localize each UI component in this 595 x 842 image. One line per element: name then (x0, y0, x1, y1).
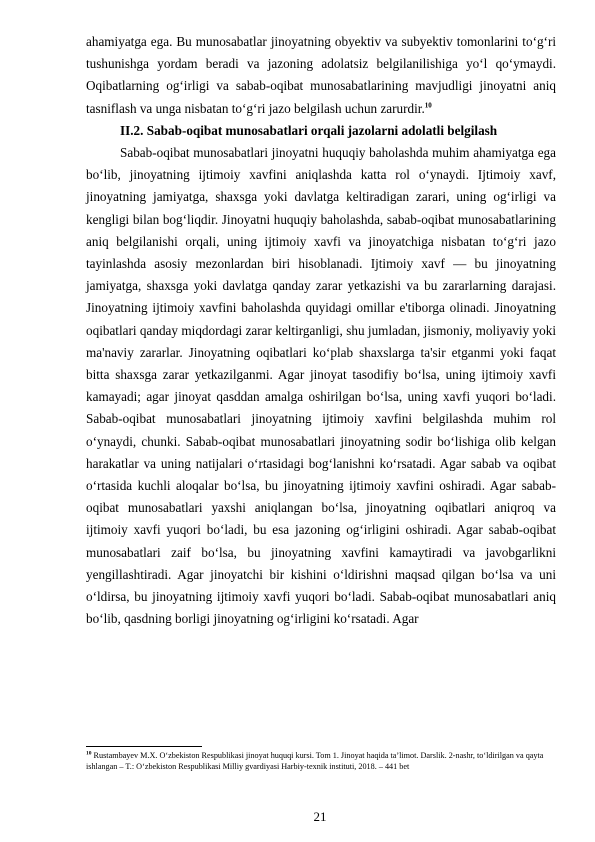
footnote-reference[interactable]: 10 (424, 101, 432, 110)
paragraph-2: Sabab-oqibat munosabatlari jinoyatni huquqiy baholashda muhim ahamiyatga ega bo‘lib, jinoyatning ijtimoiy xavfini aniqlashda katta rol o‘ynaydi. Ijtimoiy xavf, jinoyatning jamiyatga, shaxsga yoki davlatga keltiradigan zarari, uning og‘irligi va kengligi bilan bog‘liqdir. Jinoyatni huquqiy baholashda, sabab-oqibat munosabatlarining aniq belgilanishi orqali, uning ijtimoiy xavfi va jinoyatchiga nisbatan to‘g‘ri jazo tayinlashda asosiy mezonlardan biri hisoblanadi. Ijtimoiy xavf — bu jinoyatning jamiyatga, shaxsga yoki davlatga qanday zarar yetkazishi va bu zararlarning darajasi. Jinoyatning ijtimoiy xavfini baholashda quyidagi omillar e'tiborga olinadi. Jinoyatning oqibatlari qanday miqdordagi zarar keltirganligi, shu jumladan, jismoniy, moliyaviy yoki ma'naviy zararlar. Jinoyatning oqibatlari ko‘plab shaxslarga ta'sir etganmi yoki faqat bitta shaxsga zarar yetkazilganmi. Agar jinoyat tasodifiy bo‘lsa, uning ijtimoiy xavfi kamayadi; agar jinoyat qasddan amalga oshirilgan bo‘lsa, uning xavfi yuqori bo‘ladi. Sabab-oqibat munosabatlari jinoyatning ijtimoiy xavfini belgilashda muhim rol o‘ynaydi, chunki. Sabab-oqibat munosabatlari jinoyatning sodir bo‘lishiga olib kelgan harakatlar va uning natijalari o‘rtasidagi bog‘lanishni ko‘rsatadi. Agar sabab va oqibat o‘rtasida kuchli aloqalar bo‘lsa, bu jinoyatning ijtimoiy xavfini oshiradi. Agar sabab-oqibat munosabatlari yaxshi aniqlangan bo‘lsa, jinoyatning oqibatlari aniqroq va ijtimoiy xavfi yuqori bo‘ladi, bu esa jazoning og‘irligini oshiradi. Agar sabab-oqibat munosabatlari zaif bo‘lsa, bu jinoyatning xavfini kamaytiradi va javobgarlikni yengillashtiradi. Agar jinoyatchi bir kishini o‘ldirishni maqsad qilgan bo‘lsa va uni o‘ldirsa, bu jinoyatning ijtimoiy xavfi yuqori bo‘ladi. Sabab-oqibat munosabatlari aniq bo‘lib, qasdning borligi jinoyatning og‘irligini ko‘rsatadi. Agar (86, 145, 556, 627)
footnote-text: Rustambayev M.X. O‘zbekiston Respublikasi jinoyat huquqi kursi. Tom 1. Jinoyat haqida ta’limot. Darslik. 2-nashr, to‘ldirilgan va qayta ishlangan – T.: O‘zbekiston Respublikasi Milliy gvardiyasi Harbiy-texnik instituti, 2018. – 441 bet (86, 751, 544, 771)
paragraph-1-text: ahamiyatga ega. Bu munosabatlar jinoyatning obyektiv va subyektiv tomonlarini to‘g‘ri tushunishga yordam beradi va jazoning adolatsiz belgilanilishiga yo‘l qo‘ymaydi. Oqibatlarning og‘irligi va sabab-oqibat munosabatlarining mavjudligi jinoyatni aniq tasniflash va unga nisbatan to‘g‘ri jazo belgilash uchun zarurdir. (86, 34, 556, 116)
page-number: 21 (313, 809, 327, 824)
body-text (86, 31, 556, 630)
section-heading: II.2. Sabab-oqibat munosabatlari orqali jazolarni adolatli belgilash (120, 122, 498, 138)
footnote-number: 10 (86, 750, 92, 757)
paragraph-continuation (86, 31, 556, 120)
footnote (86, 750, 556, 772)
footnote-separator (86, 746, 202, 747)
